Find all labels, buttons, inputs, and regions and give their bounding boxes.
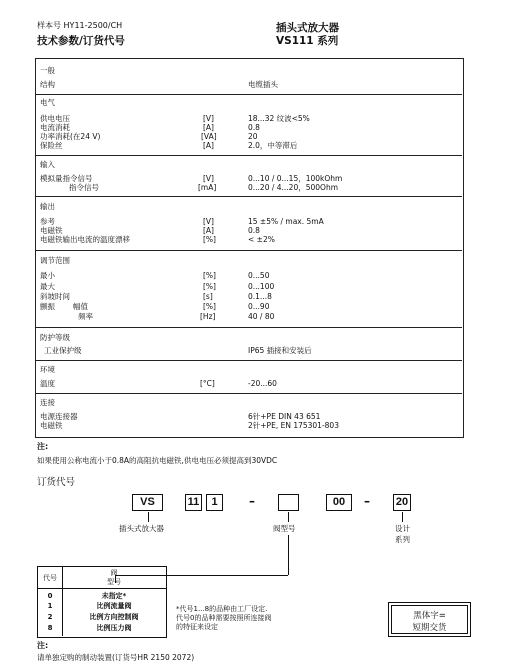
footnote-line: *代号1...8的品种由工厂设定. <box>176 605 268 613</box>
section-electrical-title: 电气 <box>40 98 55 107</box>
product-series: VS111 系列 <box>276 35 339 47</box>
spec-value: 20 <box>248 132 258 141</box>
spec-label: 参考 <box>40 217 55 226</box>
code-box-valve-type <box>278 494 299 511</box>
spec-value: 18...32 纹波<5% <box>248 114 310 123</box>
spec-unit: [%] <box>203 302 216 311</box>
doc-number: 样本号 HY11-2500/CH <box>37 21 123 30</box>
spec-value: 40 / 80 <box>248 312 275 321</box>
spec-value: 0...50 <box>248 271 270 280</box>
spec-label: 结构 <box>40 80 55 89</box>
product-title: 插头式放大器 <box>276 22 339 34</box>
code-box-1: 1 <box>206 494 223 511</box>
label-valve-type: 阀型号 <box>273 524 296 533</box>
code-box-11: 11 <box>185 494 202 511</box>
connector-line <box>402 512 403 522</box>
option-code: 2 <box>47 613 53 621</box>
spec-label: 电磁铁 <box>40 226 63 235</box>
option-code: 1 <box>47 602 53 610</box>
spec-unit: [V] <box>203 114 214 123</box>
spec-value: IP65 插接和安装后 <box>248 346 312 355</box>
spec-label: 功率消耗(在24 V) <box>40 132 101 141</box>
code-box-vs: VS <box>132 494 163 511</box>
divider <box>35 155 462 156</box>
section-general-title: 一般 <box>40 66 55 75</box>
spec-unit: [A] <box>203 141 214 150</box>
section-connection-title: 连接 <box>40 398 55 407</box>
spec-sublabel: 幅值 <box>73 302 88 311</box>
note2-text: 请单独定购的制动装置(订货号HR 2150 2072) <box>37 653 195 662</box>
note1-text: 如果使用公称电流小于0.8A的高阻抗电磁铁,供电电压必须提高到30VDC <box>37 456 278 465</box>
spec-value: 0...10 / 0...15，100kOhm <box>248 174 343 183</box>
spec-label: 颤振 <box>40 302 55 311</box>
spec-sublabel: 频率 <box>78 312 93 321</box>
note2-title: 注: <box>37 641 49 650</box>
spec-unit: [%] <box>203 282 216 291</box>
connector-line <box>148 512 149 522</box>
spec-label: 模拟量指令信号 <box>40 174 93 183</box>
option-code: 8 <box>47 624 53 632</box>
option-col-code: 代号 <box>43 574 57 582</box>
code-box-design: 00 <box>326 494 352 511</box>
spec-value: 0.8 <box>248 123 260 132</box>
spec-unit: [s] <box>203 292 213 301</box>
label-series: 系列 <box>395 535 410 544</box>
spec-unit: [%] <box>203 271 216 280</box>
divider <box>35 360 462 361</box>
spec-value: 电缆插头 <box>248 80 278 89</box>
option-col-valve: 阀 <box>110 569 118 577</box>
spec-unit: [VA] <box>201 132 217 141</box>
spec-unit: [A] <box>203 123 214 132</box>
divider <box>35 196 462 197</box>
option-code: 0 <box>47 592 53 600</box>
spec-unit: [V] <box>203 174 214 183</box>
divider <box>35 94 462 95</box>
table-divider <box>37 588 166 589</box>
connector-line <box>288 535 289 575</box>
option-desc: 比例压力阀 <box>96 624 132 632</box>
spec-value: < ±2% <box>248 235 275 244</box>
spec-unit: [°C] <box>200 379 215 388</box>
section-output-title: 输出 <box>40 202 55 211</box>
spec-value: 0.1...8 <box>248 292 272 301</box>
divider <box>35 393 462 394</box>
divider <box>35 327 462 328</box>
label-design: 设计 <box>395 524 410 533</box>
spec-unit: [V] <box>203 217 214 226</box>
spec-value: -20...60 <box>248 379 277 388</box>
spec-value: 0.8 <box>248 226 260 235</box>
spec-value: 0...20 / 4...20，500Ohm <box>248 183 339 192</box>
note1-title: 注: <box>37 442 49 451</box>
spec-unit: [A] <box>203 226 214 235</box>
spec-unit: [Hz] <box>200 312 216 321</box>
spec-label: 保险丝 <box>40 141 63 150</box>
label-amplifier: 插头式放大器 <box>119 524 164 533</box>
section-input-title: 输入 <box>40 160 55 169</box>
spec-label: 工业保护级 <box>44 346 82 355</box>
option-desc: 比例方向控制阀 <box>89 613 139 621</box>
spec-value: 6针+PE DIN 43 651 <box>248 412 321 421</box>
footnote-line: 代号0的品种需要按照所连接阀 <box>176 614 272 622</box>
footnote-line: 的特征来设定 <box>176 623 218 631</box>
section-protection-title: 防护等级 <box>40 333 70 342</box>
spec-label: 斜坡时间 <box>40 292 70 301</box>
spec-label: 指令信号 <box>69 183 99 192</box>
legend-line1: 黑体字= <box>413 611 446 621</box>
spec-unit: [mA] <box>198 183 217 192</box>
spec-label: 电磁铁 <box>40 421 63 430</box>
spec-value: 0...90 <box>248 302 270 311</box>
spec-label: 电源连接器 <box>40 412 78 421</box>
spec-label: 供电电压 <box>40 114 70 123</box>
spec-label: 温度 <box>40 379 55 388</box>
connector-line <box>288 512 289 522</box>
order-title: 订货代号 <box>37 477 76 488</box>
code-dash: – <box>364 494 370 508</box>
legend-line2: 短期交货 <box>412 623 447 633</box>
spec-label: 最小 <box>40 271 55 280</box>
option-desc: 比例流量阀 <box>96 602 132 610</box>
spec-value: 0...100 <box>248 282 275 291</box>
spec-value: 2.0，中等滞后 <box>248 141 298 150</box>
spec-label: 电磁铁输出电流的温度漂移 <box>40 235 130 244</box>
spec-label: 电流消耗 <box>40 123 70 132</box>
code-dash: – <box>249 494 255 508</box>
doc-subtitle: 技术参数/订货代号 <box>37 35 125 47</box>
spec-unit: [%] <box>203 235 216 244</box>
section-adjust-title: 调节范围 <box>40 256 70 265</box>
divider <box>35 250 462 251</box>
spec-value: 2针+PE, EN 175301-803 <box>248 421 339 430</box>
code-box-series: 20 <box>393 494 411 511</box>
section-environment-title: 环境 <box>40 365 55 374</box>
spec-label: 最大 <box>40 282 55 291</box>
spec-value: 15 ±5% / max. 5mA <box>248 217 324 226</box>
option-col-type: 型号 <box>107 578 121 586</box>
legend-box <box>388 602 471 637</box>
option-desc: 未指定* <box>101 592 127 600</box>
